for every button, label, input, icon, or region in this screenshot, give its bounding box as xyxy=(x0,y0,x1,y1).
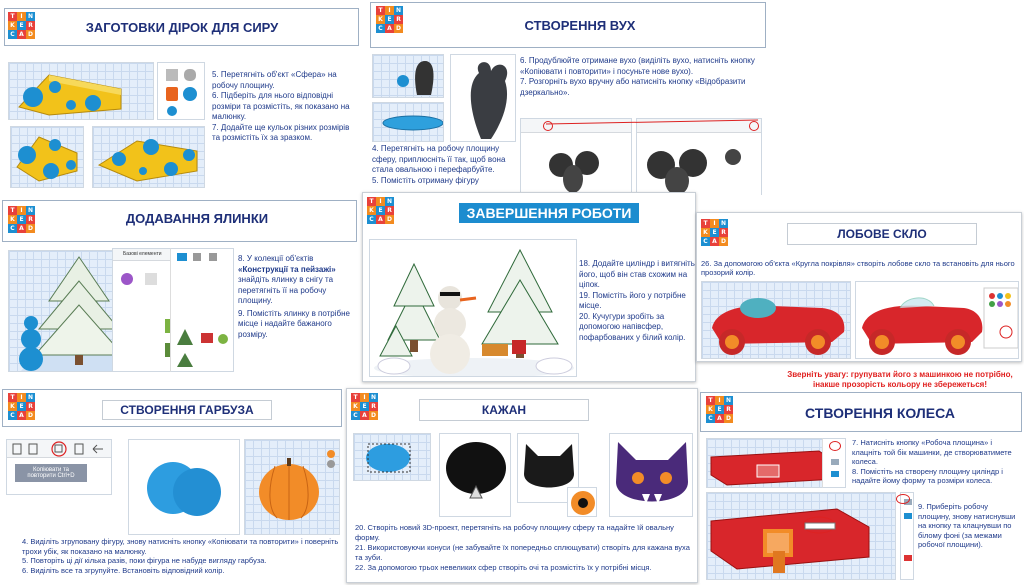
tree-ui-sidebar xyxy=(170,248,234,372)
tinkercad-logo: T I N K E R C A D xyxy=(367,197,394,224)
bat-image-2 xyxy=(439,433,511,517)
wheel-step-9: 9. Приберіть робочу площину, знову натиснувши на кнопку та клацнувши по білому фоні (за межами робочої площини). xyxy=(918,502,1016,549)
pumpkin-spheres-image xyxy=(128,439,240,535)
copy-repeat-tooltip: Копіювати та повторити Ctrl+D xyxy=(15,464,87,482)
panel-wheel xyxy=(700,392,1022,583)
ears-title: СТВОРЕННЯ ВУХ xyxy=(524,18,636,33)
tinkercad-logo: T I N K E R C A D xyxy=(701,219,728,246)
finish-image xyxy=(369,239,577,377)
tree-ui-tab[interactable]: Базові елементи xyxy=(123,251,162,257)
cheese-wedge-illustration xyxy=(9,63,154,120)
ears-instructions-bottom xyxy=(372,144,518,194)
tree-title: ДОДАВАННЯ ЯЛИНКИ xyxy=(125,211,269,226)
finish-instructions xyxy=(579,259,695,343)
wheel-title: СТВОРЕННЯ КОЛЕСА xyxy=(805,405,955,421)
ears-step-4: 4. Перетягніть на робочу площину сферу, приплюсніть її так, щоб вона стала овальною і перефарбуйте. xyxy=(372,144,506,174)
tinkercad-logo: T I N K E R C A D xyxy=(8,393,35,420)
wheel-instructions-top xyxy=(852,438,1020,486)
wheel-step-8: 8. Помістіть на створену площину циліндр і надайте йому форму та розміри колеса. xyxy=(852,466,1003,485)
bat-image-1 xyxy=(353,433,431,481)
bat-step-22: 22. За допомогою трьох невеликих сфер створіть очі та розмістіть їх у потрібні місця. xyxy=(355,563,652,572)
pumpkin-title: СТВОРЕННЯ ГАРБУЗА xyxy=(102,400,272,420)
tinkercad-logo: T I N K E R C A D xyxy=(8,206,35,233)
tinkercad-logo: T I N K E R C A D xyxy=(376,6,403,33)
wheel-image-2 xyxy=(706,492,896,580)
tree-instructions xyxy=(238,254,356,340)
tinkercad-logo: T I N K E R C A D xyxy=(351,393,378,420)
basic-shapes-icon xyxy=(158,63,205,120)
bat-title: КАЖАН xyxy=(419,399,589,421)
pumpkin-image xyxy=(244,439,340,535)
cheese-step-5: 5. Перетягніть об'єкт «Сфера» на робочу площину. xyxy=(212,70,337,90)
pumpkin-toolbar-screenshot xyxy=(6,439,112,495)
finish-title: ЗАВЕРШЕННЯ РОБОТИ xyxy=(459,203,639,223)
wheel-toolbar-1 xyxy=(822,438,846,488)
cheese-image-3 xyxy=(92,126,205,188)
panel-cheese xyxy=(2,2,359,190)
windshield-image-1 xyxy=(701,281,851,359)
ears-step-6: 6. Продублюйте отримане вухо (виділіть вухо, натисніть кнопку «Копіювати і повторити» і посуньте нове вухо). xyxy=(520,56,755,76)
bat-image-4 xyxy=(609,433,693,517)
toolbar-icons xyxy=(7,440,112,458)
pumpkin-step-6: 6. Виділіть все та згрупуйте. Встановіть відповідний колір. xyxy=(22,565,225,575)
tinkercad-logo: T I N K E R C A D xyxy=(8,12,35,39)
tree-step-9: 9. Помістіть ялинку в потрібне місце і надайте бажаного розміру. xyxy=(238,308,350,339)
cheese-step-7: 7. Додайте ще кульок різних розмірів та розмістіть їх за зразком. xyxy=(212,122,350,142)
pumpkin-step-4: 4. Виділіть згруповану фігуру, знову натисніть кнопку «Копіювати та повторити» і поверніть трохи убік, як показано на малюнку. xyxy=(22,537,339,556)
finish-step-18: 18. Додайте циліндр і витягніть його, щоб він став схожим на ціпок. xyxy=(579,259,695,289)
ears-step-7: 7. Розгорніть вухо вручну або натисніть кнопку «Відобразити дзеркально». xyxy=(520,77,746,97)
wheel-toolbar-2 xyxy=(900,492,914,580)
ears-step-5: 5. Помістіть отриману фігуру xyxy=(372,175,479,185)
windshield-image-2 xyxy=(855,281,1019,359)
tree-step-8: 8. У колекції об'єктів «Конструкції та пейзажі» знайдіть ялинку в снігу та перетягніть її на робочу площину. xyxy=(238,254,336,305)
cheese-instructions xyxy=(212,70,358,144)
finish-step-19: 19. Помістіть його у потрібне місце. xyxy=(579,290,686,310)
panel-tree xyxy=(2,198,357,373)
shapes-panel-image xyxy=(157,62,205,120)
bat-step-21: 21. Використовуючи конуси (не забувайте їх попередньо сплющувати) створіть для кажана вуха та зуби. xyxy=(355,543,690,562)
windshield-title: ЛОБОВЕ СКЛО xyxy=(787,223,977,245)
panel-bat xyxy=(346,388,698,583)
panel-windshield xyxy=(696,212,1022,362)
windshield-step-26: 26. За допомогою об'єкта «Кругла покрівля» створіть лобове скло та встановіть для нього прозорий колір. xyxy=(701,259,1015,277)
cheese-image-main xyxy=(8,62,154,120)
pumpkin-step-5: 5. Повторіть ці дії кілька разів, поки фігура не набуде вигляду гарбуза. xyxy=(22,556,267,565)
panel-finish xyxy=(362,192,696,382)
cheese-title: ЗАГОТОВКИ ДІРОК ДЛЯ СИРУ xyxy=(85,20,279,35)
tinkercad-logo: T I N K E R C A D xyxy=(706,396,733,423)
finish-step-20: 20. Кучугури зробіть за допомогою напівсфер, пофарбованих у білий колір. xyxy=(579,311,686,342)
windshield-warning: Зверніть увагу: групувати його з машинкою не потрібно, інакше прозорість кольору не збережеться! xyxy=(787,370,1013,389)
pumpkin-instructions xyxy=(22,537,342,575)
winter-scene-illustration xyxy=(370,240,577,377)
panel-pumpkin xyxy=(2,385,342,583)
workplane-button-highlight[interactable] xyxy=(896,494,910,504)
bat-step-20: 20. Створіть новий 3D-проект, перетягніть на робочу площину сферу та надайте їй овальну форму. xyxy=(355,523,674,542)
cheese-image-2 xyxy=(10,126,84,188)
wheel-step-7: 7. Натисніть кнопку «Робоча площина» і клацніть той бік машинки, де створюватимете колеса. xyxy=(852,438,1012,466)
cheese-step-6: 6. Підберіть для нього відповідні розміри та розмістіть, як показано на малюнку. xyxy=(212,91,350,121)
bat-eye-image xyxy=(567,487,597,517)
panel-ears xyxy=(370,2,766,195)
bat-instructions xyxy=(355,523,695,573)
